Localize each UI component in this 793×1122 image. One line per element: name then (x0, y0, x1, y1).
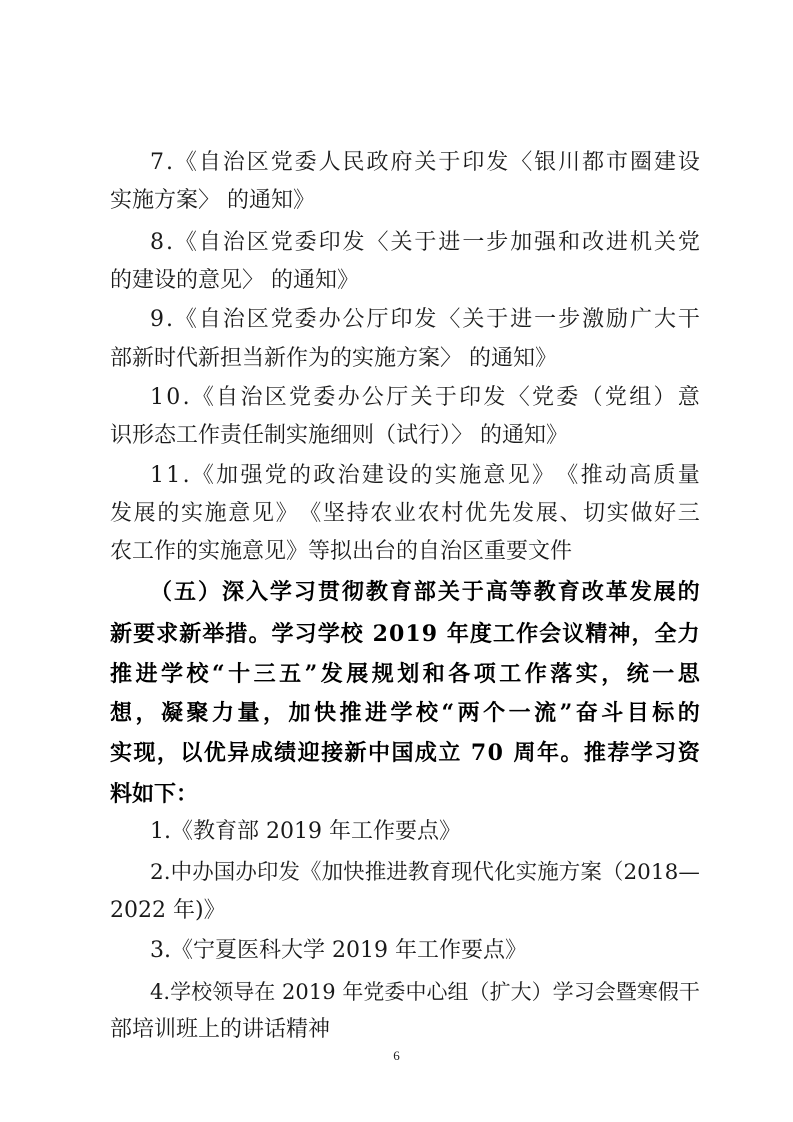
line-9: 1 1 . 《 加 强 党 的 政 治 建 设 的 实 施 意 见 》 《 推 动 高 质 量 (150, 463, 700, 488)
reading-item-1: 1.《教育部 2019 年工作要点》 (150, 819, 461, 844)
section-5-line-1: （ 五 ） 深 入 学 习 贯 彻 教 育 部 关 于 高 等 教 育 改 革 发 展 的 (150, 579, 700, 605)
reading-item-4-cont: 部培训班上的讲话精神 (110, 1017, 331, 1042)
reading-item-2-cont: 2022 年)》 (110, 898, 226, 923)
section-5-line-2: 新 要 求 新 举 措 。 学 习 学 校 2 0 1 9 年 度 工 作 会 议 精 神 ， 全 力 (110, 621, 700, 647)
line-4: 的建设的意见〉 的通知》 (110, 268, 359, 293)
reading-item-4: 4 . 学 校 领 导 在 2 0 1 9 年 党 委 中 心 组 （ 扩 大 ） 学 习 会 暨 寒 假 干 (150, 980, 700, 1004)
reading-item-2: 2 . 中 办 国 办 印 发 《 加 快 推 进 教 育 现 代 化 实 施 方 案 （ 2 0 1 8 — (150, 860, 700, 885)
line-2: 实施方案〉 的通知》 (110, 188, 315, 213)
line-8: 识形态工作责任制实施细则（试行）〉 的通知》 (110, 423, 568, 448)
line-5: 9 . 《 自 治 区 党 委 办 公 厅 印 发 〈 关 于 进 一 步 激 励 广 大 干 (150, 307, 700, 332)
reading-item-3: 3.《宁夏医科大学 2019 年工作要点》 (150, 938, 527, 963)
section-5-line-3: 推 进 学 校 “ 十 三 五 ” 发 展 规 划 和 各 项 工 作 落 实 ， 统 一 思 (110, 661, 700, 687)
line-3: 8 . 《 自 治 区 党 委 印 发 〈 关 于 进 一 步 加 强 和 改 进 机 关 党 (150, 230, 700, 255)
line-1: 7 . 《 自 治 区 党 委 人 民 政 府 关 于 印 发 〈 银 川 都 市 圈 建 设 (150, 150, 700, 175)
section-5-line-6: 料如下： (110, 781, 199, 807)
page-number: 6 (393, 1048, 400, 1063)
line-11: 农工作的实施意见》等拟出台的自治区重要文件 (110, 539, 573, 564)
line-6: 部新时代新担当新作为的实施方案〉 的通知》 (110, 346, 557, 371)
line-10: 发 展 的 实 施 意 见 》 《 坚 持 农 业 农 村 优 先 发 展 、 切 实 做 好 三 (110, 501, 700, 526)
section-5-line-4: 想 ， 凝 聚 力 量 ， 加 快 推 进 学 校 “ 两 个 一 流 ” 奋 斗 目 标 的 (110, 700, 700, 726)
section-5-line-5: 实 现 ， 以 优 异 成 绩 迎 接 新 中 国 成 立 7 0 周 年 。 推 荐 学 习 资 (110, 740, 700, 766)
line-7: 1 0 . 《 自 治 区 党 委 办 公 厅 关 于 印 发 〈 党 委 （ 党 组 ） 意 (150, 385, 700, 410)
